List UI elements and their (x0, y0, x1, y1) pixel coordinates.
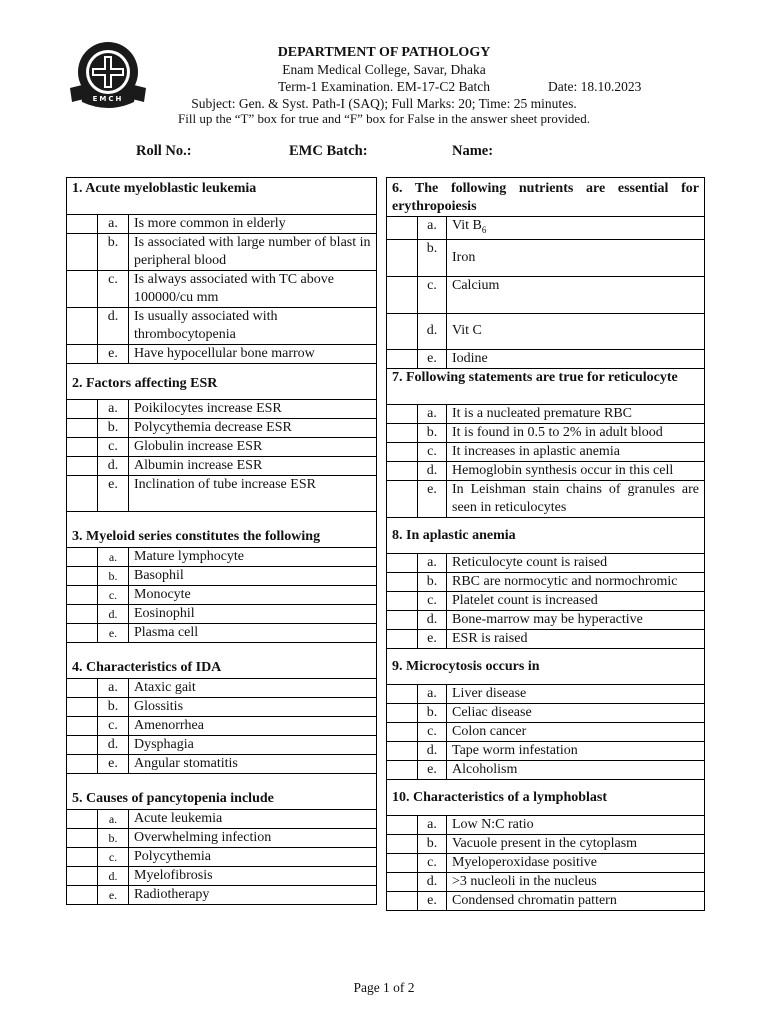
answer-box[interactable] (387, 572, 418, 591)
answer-box[interactable] (67, 605, 98, 624)
option-row (67, 567, 377, 586)
exam-term: Term-1 Examination. EM-17-C2 Batch (277, 79, 490, 94)
option-text: Vit $B_6$ (447, 217, 705, 240)
emc-batch-label: EMC Batch: (289, 143, 368, 159)
option-text: Iron (447, 239, 705, 276)
option-text: Vacuole present in the cytoplasm (447, 834, 705, 853)
question-title: 8. In aplastic anemia (387, 517, 705, 553)
option-letter: a. (98, 679, 129, 698)
option-text: Acute leukemia (129, 810, 377, 829)
answer-box[interactable] (67, 438, 98, 457)
option-letter: e. (98, 755, 129, 774)
option-text: Is usually associated with thrombocytopenia (129, 308, 377, 345)
option-letter: c. (98, 717, 129, 736)
answer-box[interactable] (387, 591, 418, 610)
option-row (387, 480, 705, 517)
option-letter: a. (98, 400, 129, 419)
option-text: In Leishman stain chains of granules are seen in reticulocytes (447, 480, 705, 517)
option-text: Mature lymphocyte (129, 548, 377, 567)
option-letter: c. (418, 442, 447, 461)
option-row (67, 400, 377, 419)
option-row (67, 308, 377, 345)
option-letter: d. (418, 872, 447, 891)
question-title: 10. Characteristics of a lymphoblast (387, 779, 705, 815)
option-text: Condensed chromatin pattern (447, 891, 705, 910)
option-text: Liver disease (447, 684, 705, 703)
option-row (387, 313, 705, 349)
answer-box[interactable] (387, 610, 418, 629)
answer-box[interactable] (67, 476, 98, 512)
option-letter: d. (98, 605, 129, 624)
question-title: 5. Causes of pancytopenia include (67, 774, 377, 810)
option-letter: c. (418, 722, 447, 741)
question-title: 2. Factors affecting ESR (67, 364, 377, 400)
answer-box[interactable] (67, 457, 98, 476)
option-row (67, 848, 377, 867)
option-letter: a. (98, 215, 129, 234)
institution-name: Enam Medical College, Savar, Dhaka (282, 62, 486, 77)
option-text: Is associated with large number of blast in peripheral blood (129, 234, 377, 271)
option-letter: d. (98, 867, 129, 886)
answer-box[interactable] (67, 698, 98, 717)
option-text: Celiac disease (447, 703, 705, 722)
option-text: Myeloperoxidase positive (447, 853, 705, 872)
option-text: It increases in aplastic anemia (447, 442, 705, 461)
option-text: It is a nucleated premature RBC (447, 404, 705, 423)
answer-box[interactable] (387, 722, 418, 741)
option-text: Polycythemia (129, 848, 377, 867)
option-row (387, 760, 705, 779)
option-letter: a. (418, 815, 447, 834)
option-letter: d. (418, 461, 447, 480)
question-title: 3. Myeloid series constitutes the following (67, 512, 377, 548)
answer-box[interactable] (67, 419, 98, 438)
option-text: Have hypocellular bone marrow (129, 345, 377, 364)
answer-box[interactable] (387, 404, 418, 423)
option-row (387, 703, 705, 722)
option-letter: d. (98, 457, 129, 476)
page-number: Page 1 of 2 (353, 980, 415, 995)
question-title: 6. The following nutrients are essential for erythropoiesis (387, 178, 705, 217)
option-row (387, 891, 705, 910)
option-text: Is always associated with TC above 100000/cu mm (129, 271, 377, 308)
option-row (387, 741, 705, 760)
option-letter: d. (418, 610, 447, 629)
option-row (387, 239, 705, 276)
option-text: RBC are normocytic and normochromic (447, 572, 705, 591)
answer-box[interactable] (387, 834, 418, 853)
answer-box[interactable] (67, 271, 98, 308)
answer-box[interactable] (387, 313, 418, 349)
option-text: Vit C (447, 313, 705, 349)
option-text: >3 nucleoli in the nucleus (447, 872, 705, 891)
option-letter: e. (98, 476, 129, 512)
option-letter: b. (98, 829, 129, 848)
option-row (387, 276, 705, 313)
option-row (387, 722, 705, 741)
option-row (387, 349, 705, 368)
option-row (67, 810, 377, 829)
option-text: Ataxic gait (129, 679, 377, 698)
answer-box[interactable] (67, 867, 98, 886)
option-row (387, 610, 705, 629)
option-row (387, 442, 705, 461)
option-row (387, 217, 705, 240)
answer-box[interactable] (67, 736, 98, 755)
option-letter: d. (418, 313, 447, 349)
option-text: It is found in 0.5 to 2% in adult blood (447, 423, 705, 442)
option-text: Dysphagia (129, 736, 377, 755)
option-letter: e. (98, 886, 129, 905)
name-label: Name: (452, 143, 494, 159)
option-letter: b. (98, 234, 129, 271)
option-text: Platelet count is increased (447, 591, 705, 610)
option-row (67, 736, 377, 755)
option-text: Glossitis (129, 698, 377, 717)
answer-box[interactable] (387, 703, 418, 722)
option-row (387, 572, 705, 591)
option-row (387, 872, 705, 891)
option-text: Albumin increase ESR (129, 457, 377, 476)
option-row (67, 624, 377, 643)
option-text: Iodine (447, 349, 705, 368)
option-text: Calcium (447, 276, 705, 313)
answer-box[interactable] (387, 815, 418, 834)
option-letter: d. (98, 308, 129, 345)
option-letter: e. (98, 345, 129, 364)
option-text: Bone-marrow may be hyperactive (447, 610, 705, 629)
option-letter: c. (98, 848, 129, 867)
option-row (387, 853, 705, 872)
option-text: Hemoglobin synthesis occur in this cell (447, 461, 705, 480)
option-letter: c. (418, 591, 447, 610)
roll-no-label: Roll No.: (136, 143, 192, 159)
question-title: 9. Microcytosis occurs in (387, 648, 705, 684)
option-text: Radiotherapy (129, 886, 377, 905)
department-title: DEPARTMENT OF PATHOLOGY (277, 45, 491, 60)
option-letter: b. (418, 572, 447, 591)
answer-box[interactable] (387, 423, 418, 442)
option-text: Plasma cell (129, 624, 377, 643)
right-question-table (386, 177, 705, 911)
exam-subject: Subject: Gen. & Syst. Path-I (SAQ); Full Marks: 20; Time: 25 minutes. (191, 96, 577, 111)
option-text: ESR is raised (447, 629, 705, 648)
answer-box[interactable] (387, 741, 418, 760)
option-text: Tape worm infestation (447, 741, 705, 760)
option-row (387, 815, 705, 834)
option-row (67, 345, 377, 364)
option-text: Poikilocytes increase ESR (129, 400, 377, 419)
option-text: Inclination of tube increase ESR (129, 476, 377, 512)
option-letter: b. (98, 567, 129, 586)
answer-box[interactable] (67, 548, 98, 567)
option-letter: a. (98, 810, 129, 829)
option-letter: b. (418, 703, 447, 722)
option-row (67, 867, 377, 886)
option-row (67, 717, 377, 736)
option-text: Angular stomatitis (129, 755, 377, 774)
option-letter: e. (98, 624, 129, 643)
option-letter: c. (418, 853, 447, 872)
answer-box[interactable] (387, 276, 418, 313)
option-row (67, 476, 377, 512)
question-title: 4. Characteristics of IDA (67, 643, 377, 679)
option-row (67, 215, 377, 234)
answer-box[interactable] (67, 829, 98, 848)
option-row (67, 271, 377, 308)
option-row (67, 679, 377, 698)
answer-box[interactable] (387, 684, 418, 703)
answer-box[interactable] (387, 853, 418, 872)
option-text: Overwhelming infection (129, 829, 377, 848)
option-letter: a. (418, 553, 447, 572)
option-letter: d. (98, 736, 129, 755)
option-text: Basophil (129, 567, 377, 586)
answer-box[interactable] (387, 760, 418, 779)
option-row (387, 591, 705, 610)
option-row (67, 698, 377, 717)
option-row (67, 548, 377, 567)
option-letter: e. (418, 629, 447, 648)
option-text: Is more common in elderly (129, 215, 377, 234)
exam-instruction: Fill up the “T” box for true and “F” box for False in the answer sheet provided. (178, 111, 590, 126)
option-letter: b. (418, 239, 447, 276)
option-row (67, 829, 377, 848)
answer-box[interactable] (67, 755, 98, 774)
option-letter: e. (418, 349, 447, 368)
option-letter: e. (418, 480, 447, 517)
option-row (387, 629, 705, 648)
exam-date: Date: 18.10.2023 (548, 79, 642, 94)
answer-box[interactable] (387, 629, 418, 648)
question-title: 1. Acute myeloblastic leukemia (67, 178, 377, 215)
answer-box[interactable] (67, 567, 98, 586)
answer-box[interactable] (67, 400, 98, 419)
question-title: 7. Following statements are true for reticulocyte (387, 368, 705, 404)
option-text: Globulin increase ESR (129, 438, 377, 457)
answer-box[interactable] (67, 586, 98, 605)
option-row (387, 423, 705, 442)
option-letter: e. (418, 891, 447, 910)
option-letter: c. (98, 271, 129, 308)
option-letter: b. (418, 834, 447, 853)
answer-box[interactable] (67, 679, 98, 698)
answer-box[interactable] (387, 239, 418, 276)
option-letter: a. (418, 404, 447, 423)
option-row (67, 457, 377, 476)
option-row (67, 586, 377, 605)
option-letter: c. (98, 438, 129, 457)
option-row (387, 684, 705, 703)
answer-box[interactable] (67, 810, 98, 829)
answer-box[interactable] (387, 872, 418, 891)
option-letter: a. (98, 548, 129, 567)
answer-box[interactable] (67, 215, 98, 234)
option-letter: b. (98, 419, 129, 438)
svg-text:EMCH: EMCH (92, 95, 124, 103)
option-row (67, 234, 377, 271)
answer-box[interactable] (387, 442, 418, 461)
answer-box[interactable] (67, 848, 98, 867)
option-letter: d. (418, 741, 447, 760)
option-text: Myelofibrosis (129, 867, 377, 886)
option-row (67, 438, 377, 457)
option-text: Eosinophil (129, 605, 377, 624)
answer-box[interactable] (67, 886, 98, 905)
left-question-table (66, 177, 377, 905)
option-row (67, 886, 377, 905)
option-text: Polycythemia decrease ESR (129, 419, 377, 438)
option-text: Monocyte (129, 586, 377, 605)
answer-box[interactable] (67, 717, 98, 736)
option-row (67, 605, 377, 624)
answer-box[interactable] (67, 308, 98, 345)
option-letter: c. (418, 276, 447, 313)
answer-box[interactable] (387, 349, 418, 368)
option-letter: a. (418, 217, 447, 240)
answer-box[interactable] (387, 891, 418, 910)
option-letter: e. (418, 760, 447, 779)
answer-box[interactable] (387, 217, 418, 240)
option-row (387, 553, 705, 572)
option-row (387, 404, 705, 423)
answer-box[interactable] (67, 624, 98, 643)
option-row (387, 834, 705, 853)
answer-box[interactable] (387, 480, 418, 517)
option-letter: b. (418, 423, 447, 442)
answer-box[interactable] (67, 234, 98, 271)
option-row (67, 755, 377, 774)
option-letter: c. (98, 586, 129, 605)
option-row (67, 419, 377, 438)
option-row (387, 461, 705, 480)
option-text: Colon cancer (447, 722, 705, 741)
option-letter: b. (98, 698, 129, 717)
option-letter: a. (418, 684, 447, 703)
answer-box[interactable] (387, 553, 418, 572)
answer-box[interactable] (387, 461, 418, 480)
option-text: Alcoholism (447, 760, 705, 779)
answer-box[interactable] (67, 345, 98, 364)
option-text: Low N:C ratio (447, 815, 705, 834)
option-text: Reticulocyte count is raised (447, 553, 705, 572)
option-text: Amenorrhea (129, 717, 377, 736)
